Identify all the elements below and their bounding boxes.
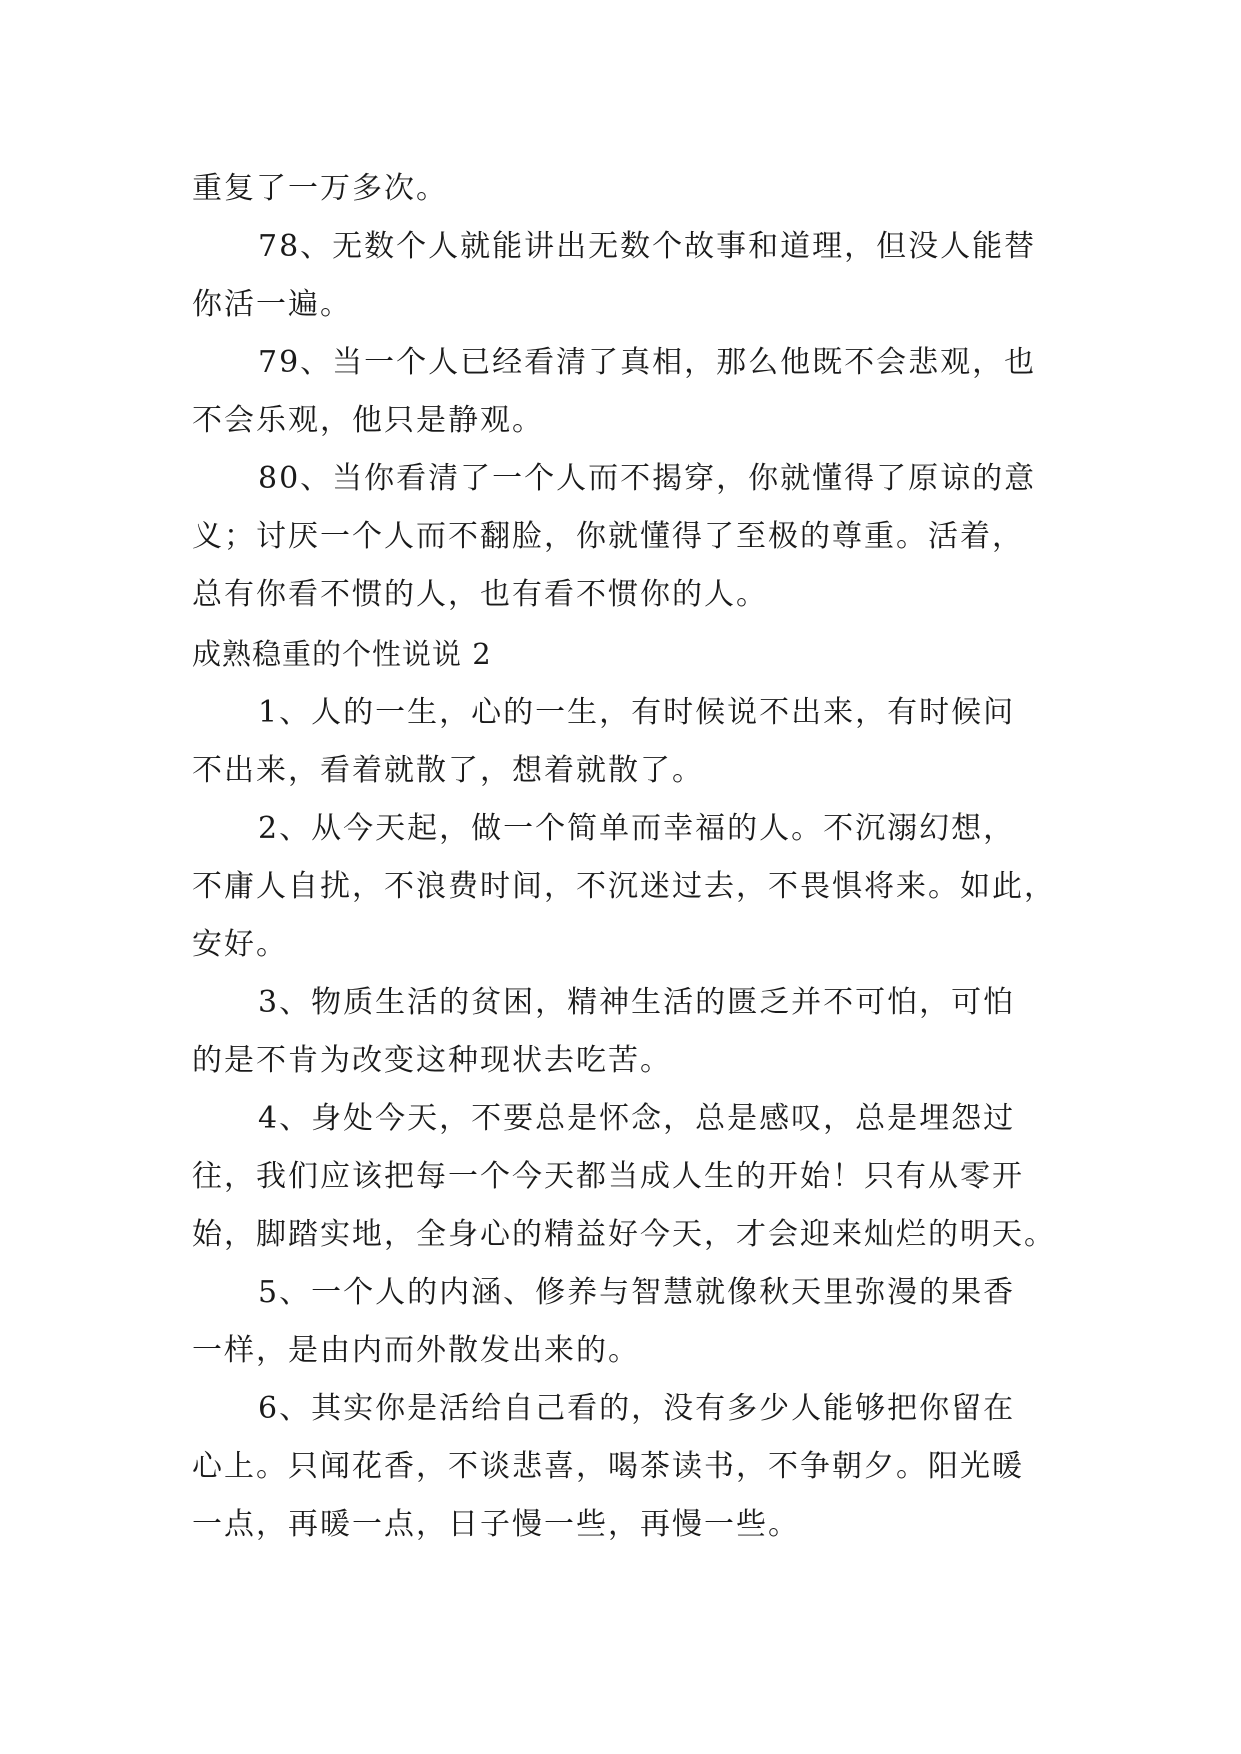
paragraph-80 [192,450,1056,624]
paragraph-1 [192,684,1056,800]
text-line: 一样，是由内而外散发出来的。 [192,1333,640,1368]
paragraph-3 [192,974,1056,1090]
text-line: 2、从今天起，做一个简单而幸福的人。不沉溺幻想， [258,811,1016,846]
text-line: 的是不肯为改变这种现状去吃苦。 [192,1043,672,1078]
paragraph-78 [192,218,1056,334]
text-line: 往，我们应该把每一个今天都当成人生的开始！只有从零开 [192,1159,1024,1194]
section-heading: 成熟稳重的个性说说 2 [192,637,492,671]
text-line: 不出来，看着就散了，想着就散了。 [192,753,704,788]
text-line: 心上。只闻花香，不谈悲喜，喝茶读书，不争朝夕。阳光暖 [192,1449,1024,1484]
paragraph-4 [192,1090,1056,1264]
text-line: 6、其实你是活给自己看的，没有多少人能够把你留在 [258,1391,1016,1426]
paragraph-2 [192,800,1056,974]
text-line: 3、物质生活的贫困，精神生活的匮乏并不可怕，可怕 [258,985,1016,1020]
document-body [192,160,1056,1554]
text-line: 4、身处今天，不要总是怀念，总是感叹，总是埋怨过 [258,1101,1016,1136]
text-line: 重复了一万多次。 [192,171,448,206]
text-line: 始，脚踏实地，全身心的精益好今天，才会迎来灿烂的明天。 [192,1217,1056,1252]
text-line: 80、当你看清了一个人而不揭穿，你就懂得了原谅的意 [258,461,1037,496]
text-line: 5、一个人的内涵、修养与智慧就像秋天里弥漫的果香 [258,1275,1016,1310]
text-line: 79、当一个人已经看清了真相，那么他既不会悲观，也 [258,345,1037,380]
text-line: 安好。 [192,927,288,962]
text-line: 总有你看不惯的人，也有看不惯你的人。 [192,577,768,612]
text-line: 一点，再暖一点，日子慢一些，再慢一些。 [192,1507,800,1542]
text-line: 1、人的一生，心的一生，有时候说不出来，有时候问 [258,695,1016,730]
paragraph-6 [192,1380,1056,1554]
text-line: 不会乐观，他只是静观。 [192,403,544,438]
paragraph-79 [192,334,1056,450]
paragraph-continuation [192,160,1056,218]
paragraph-5 [192,1264,1056,1380]
text-line: 义；讨厌一个人而不翻脸，你就懂得了至极的尊重。活着， [192,519,1024,554]
text-line: 78、无数个人就能讲出无数个故事和道理，但没人能替 [258,229,1037,264]
text-line: 你活一遍。 [192,287,352,322]
text-line: 不庸人自扰，不浪费时间，不沉迷过去，不畏惧将来。如此， [192,869,1056,904]
